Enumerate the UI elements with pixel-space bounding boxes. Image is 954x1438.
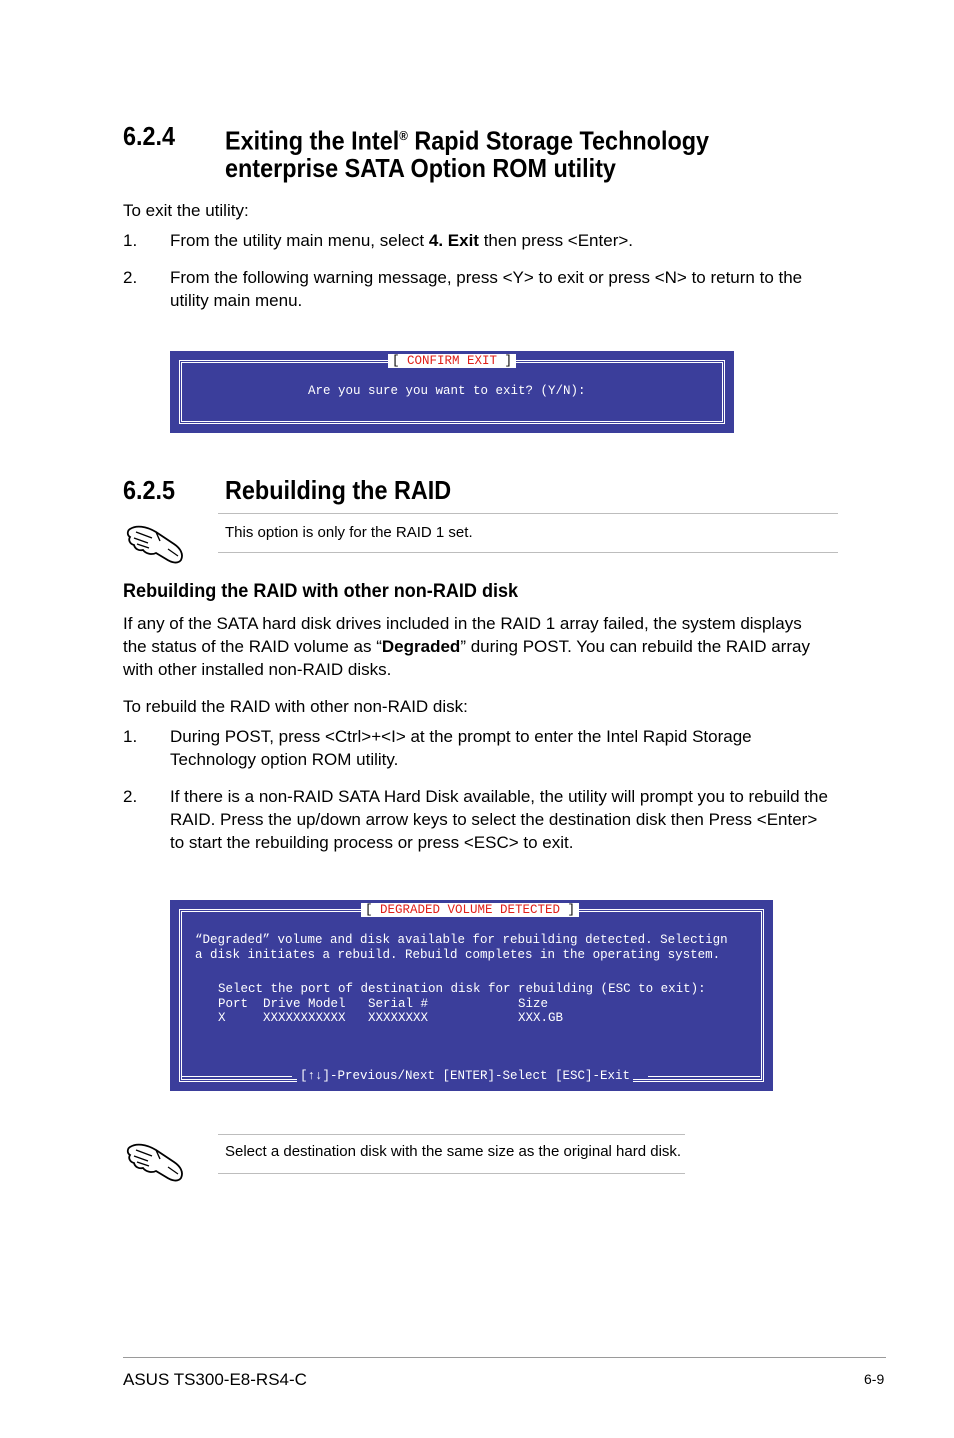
footer-rule bbox=[123, 1357, 886, 1358]
paragraph-text: ” during POST. You can rebuild the RAID array bbox=[460, 637, 810, 656]
exit-prompt: Are you sure you want to exit? (Y/N): bbox=[308, 384, 586, 398]
section-number-6-2-5: 6.2.5 bbox=[123, 475, 176, 505]
step-line: From the following warning message, press <Y> to exit or press <N> to return to the bbox=[170, 268, 803, 287]
section-title-6-2-5: Rebuilding the RAID bbox=[225, 475, 452, 505]
confirm-exit-screen bbox=[170, 351, 734, 433]
destination-disk-note: Select a destination disk with the same size as the original hard disk. bbox=[225, 1143, 682, 1160]
step-bold: 4. Exit bbox=[428, 231, 479, 250]
note-rule-top bbox=[218, 1134, 685, 1135]
degraded-label: DEGRADED VOLUME DETECTED bbox=[380, 903, 561, 917]
step-text: From the utility main menu, select bbox=[170, 231, 429, 250]
exit-step-2 bbox=[170, 266, 850, 312]
bracket-open: [ bbox=[365, 903, 381, 917]
step-line: RAID. Press the up/down arrow keys to select the destination disk then Press <Enter> bbox=[170, 810, 818, 829]
title-part-a: Exiting the Intel bbox=[225, 125, 400, 156]
exit-step-1 bbox=[170, 229, 850, 252]
rebuild-step-2 bbox=[170, 785, 850, 854]
exit-intro: To exit the utility: bbox=[123, 201, 249, 220]
step-text: then press <Enter>. bbox=[478, 231, 634, 250]
step-line: utility main menu. bbox=[170, 291, 303, 310]
key-help: [↑↓]-Previous/Next [ENTER]-Select [ESC]-Exit bbox=[297, 1069, 633, 1084]
step-line: During POST, press <Ctrl>+<I> at the prompt to enter the Intel Rapid Storage bbox=[170, 727, 752, 746]
bracket-close: ] bbox=[497, 354, 513, 368]
step-line: Technology option ROM utility. bbox=[170, 750, 399, 769]
step-number: 1. bbox=[123, 727, 138, 746]
degraded-title bbox=[361, 903, 579, 917]
select-port-prompt: Select the port of destination disk for rebuilding (ESC to exit): bbox=[218, 982, 706, 996]
degraded-message-1: “Degraded” volume and disk available for rebuilding detected. Selectign bbox=[195, 933, 728, 947]
paragraph-line: with other installed non-RAID disks. bbox=[123, 660, 392, 679]
note-rule-top bbox=[218, 513, 838, 514]
footer-model: ASUS TS300-E8-RS4-C bbox=[123, 1370, 307, 1389]
registered-mark: ® bbox=[399, 128, 408, 143]
title-part-b: Rapid Storage Technology bbox=[407, 125, 710, 156]
rebuild-step-1 bbox=[170, 725, 850, 771]
paragraph-bold: Degraded bbox=[381, 637, 461, 656]
paragraph-line bbox=[123, 635, 853, 658]
step-number: 2. bbox=[123, 268, 138, 287]
step-line: If there is a non-RAID SATA Hard Disk available, the utility will prompt you to rebuild the bbox=[170, 787, 828, 806]
step-number: 2. bbox=[123, 787, 138, 806]
hand-pointer-icon bbox=[126, 1134, 186, 1182]
section-number-6-2-4: 6.2.4 bbox=[123, 121, 176, 151]
raid1-note: This option is only for the RAID 1 set. bbox=[225, 524, 473, 541]
hand-pointer-icon bbox=[126, 516, 186, 564]
bracket-open: [ bbox=[392, 354, 408, 368]
footer-page-number: 6-9 bbox=[864, 1371, 885, 1387]
footer-rule-right bbox=[648, 1076, 760, 1082]
disk-table-row[interactable]: X XXXXXXXXXXX XXXXXXXX XXX.GB bbox=[218, 1011, 564, 1025]
step-line: to start the rebuilding process or press <ESC> to exit. bbox=[170, 833, 574, 852]
subheading: Rebuilding the RAID with other non-RAID disk bbox=[123, 581, 519, 602]
confirm-exit-label: CONFIRM EXIT bbox=[407, 354, 498, 368]
section-title-6-2-4-line2: enterprise SATA Option ROM utility bbox=[225, 153, 616, 183]
note-rule-bottom bbox=[218, 552, 838, 553]
confirm-exit-title bbox=[388, 354, 516, 368]
degraded-paragraph bbox=[123, 612, 853, 681]
disk-table-header: Port Drive Model Serial # Size bbox=[218, 997, 549, 1011]
rebuild-intro: To rebuild the RAID with other non-RAID disk: bbox=[123, 697, 468, 716]
paragraph-text: the status of the RAID volume as “ bbox=[123, 637, 382, 656]
bracket-close: ] bbox=[560, 903, 576, 917]
footer-rule-left bbox=[182, 1076, 292, 1082]
degraded-message-2: a disk initiates a rebuild. Rebuild completes in the operating system. bbox=[195, 948, 721, 962]
paragraph-line: If any of the SATA hard disk drives included in the RAID 1 array failed, the system displays bbox=[123, 614, 802, 633]
degraded-volume-screen bbox=[170, 900, 773, 1091]
step-number: 1. bbox=[123, 231, 138, 250]
note-rule-bottom bbox=[218, 1173, 685, 1174]
